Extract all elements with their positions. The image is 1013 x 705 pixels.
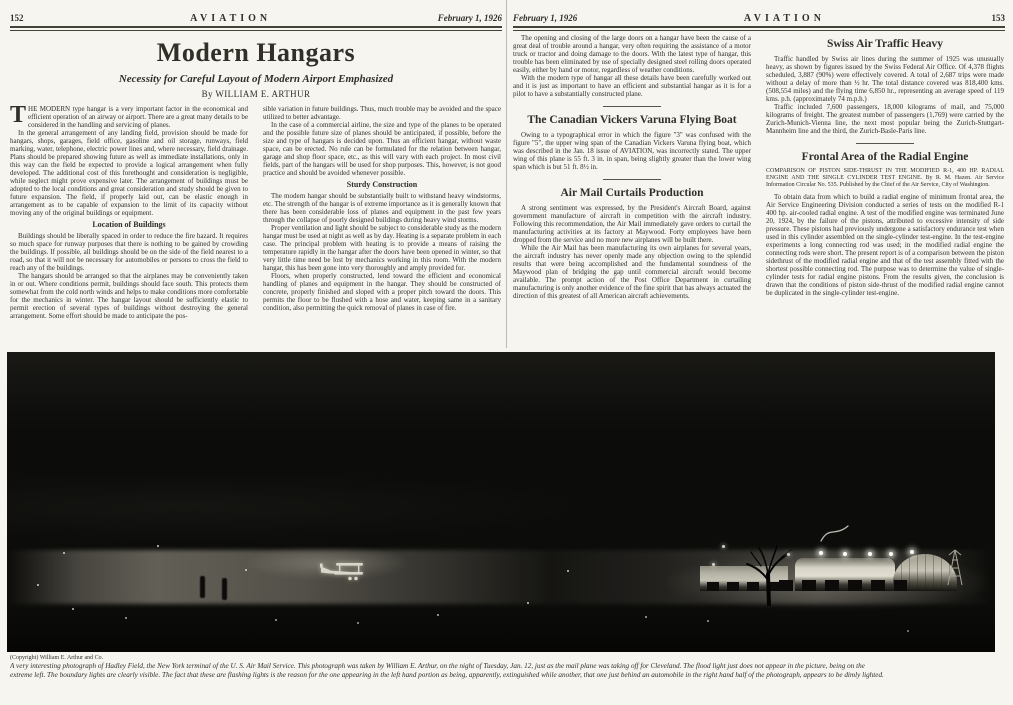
paragraph [10, 105, 248, 129]
floodlight [843, 552, 847, 556]
night-photo-hadley-field [7, 352, 995, 652]
paragraph: In the case of a commercial airline, the size and type of the planes to be operated and the possible future size of planes should be anticipated, if possible, before the size and type of hangars is decided upon. Thus an efficient hangar, without waste space, can be erected. No rule can be formulated for the relation between hangar, garage and shop floor space, etc., as this will vary with each project. In most civil fields, part of the hangars will be used for shop purposes. This, however, is not good practice and should be avoided whenever possible. [263, 121, 501, 177]
caption-line-1: A very interesting photograph of Hadley Field, the New York terminal of the U. S. Air Mail Service. This photograph was taken by William E. Arthur, on the night of Tuesday, Jan. 12, just as the mail plane was taking off for Cleveland. The flood light just does not appear in the picture, being on the [10, 662, 865, 670]
floodlight [819, 551, 823, 555]
floodlight [889, 552, 893, 556]
page-number: 153 [991, 13, 1005, 23]
article-heading: Swiss Air Traffic Heavy [827, 38, 943, 50]
page-gutter-line [506, 0, 507, 348]
header-rule [10, 26, 502, 31]
paragraph: Proper ventilation and light should be subject to considerable study as the modern hangar must be used at night as well as by day. Heating is a separate problem in each case. The principal problem with heating is to provide a means of raising the temperature rapidly in the hangar after the doors have been opened in winter, so that very little time need be lost by mechanics working in this room. With the modern hangar, this has been gone into very thoroughly and amply provided for. [263, 224, 501, 272]
column-2 [263, 105, 501, 358]
paragraph: The modern hangar should be substantially built to withstand heavy windstorms, etc. The strength of the hangar is of extreme importance as it is generally known that there has been considerable loss of planes and equipment in the past few years through the collapse of poorly designed buildings during heavy wind storms. [263, 192, 501, 224]
paragraph: Traffic included 7,600 passengers, 18,000 kilograms of mail, and 75,000 kilograms of freight. The greatest number of passengers (1,769) were carried by the Zurich-Munich-Vienna line, the next most popular being the Zurich-Stuttgart-Mannheim line and the third, the Zurich-Basle-Paris line. [766, 103, 1004, 135]
paragraph: Buildings should be liberally spaced in order to reduce the fire hazard. It requires so much space for runway purposes that there is nothing to be gained by crowding the buildings. If possible, all buildings should be on the side of the field nearest to a road, so that it will not be necessary for automobiles or persons to cross the field to reach any of the buildings. [10, 232, 248, 272]
paragraph: In the general arrangement of any landing field, provision should be made for hangars, shops, garages, field office, gasoline and oil storage, runways, field marking, water, telephone, electric power lines and, where necessary, field drainage. Plans should be prepared showing future as well as immediate installations, only in this way can the field be expected to provide a logical arrangement when fully developed. The additional cost of this forethought and consideration is negligible, while neglect might prove expensive later. The arrangement of buildings must be adopted to the local conditions and great consideration and study should be given to future expansion. The field, if properly laid out, can be elastic enough in arrangement as to be capable of expansion to the limit of its capacity without moving any of the original buildings or equipment. [10, 129, 248, 217]
paragraph: Floors, when properly constructed, lend toward the efficient and economical handling of planes and equipment in the hangar. They should be constructed of concrete, properly finished and sloped with a proper pitch toward the doors. This permits the floor to be flushed with a hose and water, keeping same in a sanitary condition, also permitting the quick removal of planes in case of fire. [263, 272, 501, 312]
sky-haze [7, 472, 600, 542]
copyright-line: (Copyright) William E. Arthur and Co. [10, 655, 104, 661]
boundary-light [37, 584, 39, 586]
issue-date: February 1, 1926 [513, 13, 578, 23]
page-152 [10, 0, 502, 358]
section-heading: Location of Buildings [92, 220, 166, 229]
reference-citation: COMPARISON OF PISTON SIDE-THRUST IN THE MODIFIED R-1, 400 HP. RADIAL ENGINE AND THE SINGLE CYLINDER TEST ENGINE. By R. M. Hazen. Air Service Information Circular No. 535. Published by the Chief of the Air Service, City of Washington. [766, 168, 1004, 188]
floodlight [910, 550, 914, 554]
paragraph: A strong sentiment was expressed, by the President's Aircraft Board, against government manufacture of aircraft in competition with the aircraft industry. Following this recommendation, the Air Mail immediately gave orders to curtail the manufacturing activities at its factory at Maywood. Forty employees have been dropped from the service and no more new airplanes will be built there. [513, 204, 751, 244]
column-1 [513, 34, 751, 353]
floodlight [868, 552, 872, 556]
journal-name: AVIATION [190, 13, 272, 24]
boundary-light [63, 552, 65, 554]
floodlight [787, 553, 790, 556]
paragraph: sible variation in future buildings. Thus, much trouble may be avoided and the space utilized to better advantage. [263, 105, 501, 121]
paragraph: The hangars should be arranged so that the airplanes may be conveniently taken in or out. Where conditions permit, buildings should face south. This protects them somewhat from the cold north winds and helps to make conditions more comfortable for the mechanics in winter. The hangar layout should be sufficiently elastic to permit erection of several types of buildings without destroying the general arrangement. Some effort should be made to anticipate the pos- [10, 272, 248, 320]
article-heading: Air Mail Curtails Production [560, 187, 704, 199]
caption-line-2: extreme left. The boundary lights are clearly visible. The fact that these are flashing lights is the reason for the one appearing in the left hand portion as being, apparently, extinguished while another, that one just behind an automobile in the right hand half of the photograph, appears to be dimly lighted. [10, 671, 884, 679]
paragraph: Traffic handled by Swiss air lines during the summer of 1925 was unusually heavy, as shown by figures issued by the Swiss Federal Air Office. Of 4,378 flights scheduled, 3,887 (90%) were effectively covered. A total of 2,687 trips were made without a delay of more than ½ hr. The total distance covered was 818,400 kms. (508,554 miles) and the flying time 6,850 hr., representing an average speed of 119 kms. p.h. (approximately 74 m.p.h.) [766, 55, 1004, 103]
floodlight [712, 563, 715, 566]
boundary-light [245, 569, 247, 571]
column-1 [10, 105, 248, 358]
section-heading: Sturdy Construction [346, 180, 418, 189]
paragraph: The opening and closing of the large doors on a hangar have been the cause of a great deal of trouble around a hangar, very often requiring the assistance of a motor truck or tractor and doing damage to the doors. With the latest type of hangar, this trouble has been eliminated by use of specially designed steel rolling doors operated easily, either by hand or motor, regardless of weather conditions. [513, 34, 751, 74]
article-divider [603, 106, 661, 107]
text-columns [10, 105, 502, 358]
tree-silhouette [739, 540, 799, 606]
article-divider [856, 143, 914, 144]
paragraph: With the modern type of hangar all these details have been carefully worked out and it is just as important to have an efficient and substantial hangar as it is for a pilot to have a substantially constructed plane. [513, 74, 751, 98]
page-153 [513, 0, 1005, 353]
dark-foreground [7, 604, 995, 652]
person-silhouette [200, 576, 205, 598]
article-subtitle: Necessity for Careful Layout of Modern Airport Emphasized [118, 73, 394, 85]
article-heading: Frontal Area of the Radial Engine [801, 151, 969, 163]
page-header [10, 0, 502, 24]
issue-date: February 1, 1926 [437, 13, 502, 23]
article-heading: The Canadian Vickers Varuna Flying Boat [527, 114, 737, 126]
boundary-light [157, 545, 159, 547]
paragraph: Owing to a typographical error in which the figure "3" was confused with the figure "5", the upper wing span of the Canadian Vickers Varuna flying boat, which was described in the Jan. 18 issue of AVIATION, was incorrectly stated. The upper wing of this plane is 55 ft. 3 in. in span, being slightly greater than the lower wing span which is but 51 ft. 8½ in. [513, 131, 751, 171]
floodlight [722, 545, 725, 548]
column-2 [766, 34, 1004, 353]
paragraph: To obtain data from which to build a radial engine of minimum frontal area, the Air Service Engineering Division conducted a series of tests on the modified R-1 400 hp. air-cooled radial engine. A test of the modified engine was terminated June 20, 1924, by the failure of the pistons, attributed to excessive intensity of side pressure. These pistons had previously undergone a satisfactory endurance test when used in this cylinder assembled on the single-cylinder test-engine. In the test-engine experiments a long connecting rod was used; in the modified radial engine the connecting rods were short. The present report is of a comparison between the piston sidethrust of the modified radial engine and that of the test assembly fitted with the shortest possible connecting rod. The purpose was to determine the value of single-cylinder tests for radial engine pistons. From the results given, the conclusion is drawn that the conditions of piston side-thrust of the modified radial engine cannot be duplicated in the single-cylinder test-engine. [766, 193, 1004, 297]
person-silhouette [222, 578, 227, 600]
boundary-light [567, 570, 569, 572]
flashing-light-streak [819, 522, 851, 544]
article-title: Modern Hangars [156, 38, 356, 67]
page-header [513, 0, 1005, 24]
page-number: 152 [10, 13, 24, 23]
journal-name: AVIATION [743, 13, 825, 24]
beacon-tower [945, 548, 965, 586]
mail-plane-silhouette [319, 560, 365, 586]
text-columns [513, 34, 1005, 353]
header-rule [513, 26, 1005, 31]
article-byline: By WILLIAM E. ARTHUR [201, 89, 311, 99]
paragraph: While the Air Mail has been manufacturing its own airplanes for several years, the aircraft industry has never openly made any objection owing to the splendid results that were being accomplished and the fundamental soundness of the Maywood plan of bridging the gap until commercial aircraft would become available. The prompt action of the Post Office Department in curtailing manufacturing is only another evidence of the fine spirit that has always actuated the direction of this greatest of all American aircraft achievements. [513, 244, 751, 300]
paragraph-text: HE MODERN type hangar is a very important factor in the economical and efficient operation of an airway or airport. There are a great many details to be considered in the handling and servicing of planes. [28, 105, 248, 129]
photo-caption [10, 655, 1006, 680]
article-divider [603, 179, 661, 180]
drop-cap: T [10, 105, 27, 128]
sky-haze [7, 352, 995, 432]
